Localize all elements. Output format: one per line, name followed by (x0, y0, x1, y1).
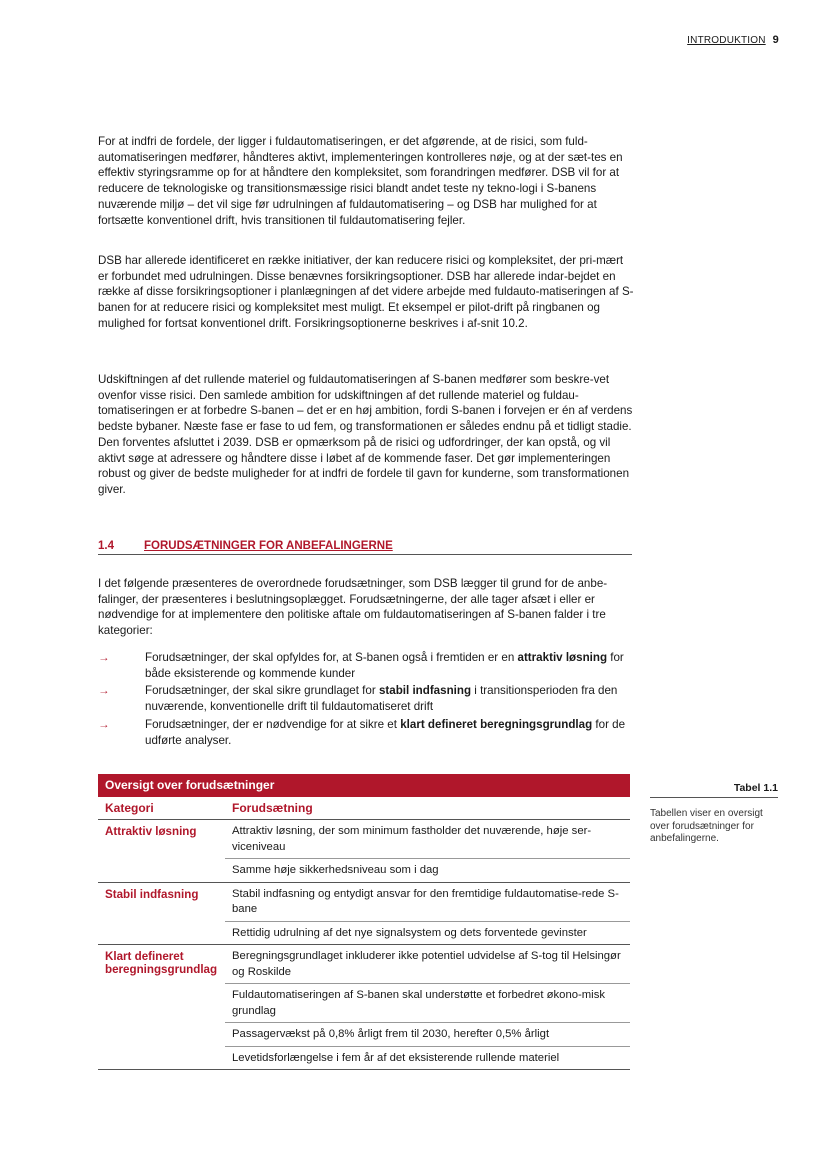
section-title: FORUDSÆTNINGER FOR ANBEFALINGERNE (144, 540, 393, 552)
table-group-stabil (98, 883, 630, 946)
table-row: Levetidsforlængelse i fem år af det eksisterende rullende materiel (232, 1051, 560, 1064)
list-item: → Forudsætninger, der skal opfyldes for, at S-banen også i fremtiden er en attraktiv løsning for både eksisterende og kommende kunder (98, 651, 624, 680)
table-label: Tabel 1.1 (650, 782, 778, 798)
table-row: Fuldautomatiseringen af S-banen skal understøtte et forbedret økono-misk grundlag (225, 984, 630, 1023)
table-row: Samme høje sikkerhedsniveau som i dag (232, 864, 439, 876)
section-heading (98, 540, 632, 555)
table-title: Oversigt over forudsætninger (98, 774, 630, 797)
list-item: → Forudsætninger, der skal sikre grundlaget for stabil indfasning i transitionsperioden fra den nuværende, konventionelle drift til fuldautomatiseret drift (98, 684, 618, 714)
page-number: 9 (772, 34, 779, 46)
arrow-right-icon: → (98, 651, 110, 664)
table-row: Attraktiv løsning, der som minimum fastholder det nuværende, høje ser-viceniveau (225, 820, 630, 859)
table-row: Beregningsgrundlaget inkluderer ikke potentiel udvidelse af S-tog til Helsingør og Roskilde (225, 945, 630, 984)
table-row: Rettidig udrulning af det nye signalsystem og dets forventede gevinster (232, 926, 587, 939)
table-row: Stabil indfasning og entydigt ansvar for den fremtidige fuldautomatise-rede S-bane (225, 883, 630, 922)
category-label: Klart defineret beregningsgrundlag (105, 950, 218, 976)
header-kategori: Kategori (105, 801, 154, 815)
table-header-row (98, 797, 630, 820)
paragraph-2: DSB har allerede identificeret en række initiativer, der kan reducere risici og kompleksitet, der pri-mært er forbundet med udrulningen. Disse benævnes forsikringsoptioner. DSB har allerede indar-bejdet en række af disse forsikringsoptioner i planlægningen af det videre arbejde med fuldauto-matiseringen af S-banen for at reducere risici og kompleksitet mest muligt. Et eksempel er pilot-drift på ringbanen og mulighed for fortsat konventionel drift. Forsikringsoptionerne beskrives i af-snit 10.2. (98, 254, 634, 330)
table-caption (650, 782, 778, 846)
table-group-attraktiv (98, 820, 630, 883)
category-list (98, 650, 634, 750)
table-group-beregning (98, 945, 630, 1070)
category-label: Attraktiv løsning (105, 825, 197, 838)
header-section-name: INTRODUKTION (687, 35, 766, 46)
header-forudsaetning: Forudsætning (232, 801, 313, 815)
list-item: → Forudsætninger, der er nødvendige for at sikre et klart defineret beregningsgrundlag for de udførte analyser. (98, 717, 626, 747)
table-row: Passagervækst på 0,8% årligt frem til 2030, herefter 0,5% årligt (225, 1023, 630, 1047)
section-number: 1.4 (98, 540, 114, 552)
arrow-right-icon: → (98, 717, 110, 731)
paragraph-1: For at indfri de fordele, der ligger i fuldautomatiseringen, er det afgørende, at de risici, som fuld-automatiseringen medfører, håndteres aktivt, implementeringen kontrolleres nøje, og at der sæt-tes en effektiv styringsramme op for at håndtere den kompleksitet, som forandringen medfører. DSB vil for at reducere de teknologiske og transitionsmæssige risici blandt andet teste ny tekno-logi i S-banens nuværende miljø – det vil sige før udrulningen af fuldautomatisering – og DSB har mulighed for at fortsætte konventionel drift, hvis transitionen til fuldautomatisering fejler. (98, 135, 623, 227)
category-label: Stabil indfasning (105, 887, 199, 901)
assumptions-table (98, 774, 630, 1070)
paragraph-4: I det følgende præsenteres de overordnede forudsætninger, som DSB lægger til grund for de anbe-falinger, der præsenteres i beslutningsoplægget. Forudsætningerne, der alle tager afsæt i eller er nødvendige for at implementere den politiske aftale om fuldautomatiseringen af S-banen falder i tre kategorier: (98, 577, 608, 638)
paragraph-3: Udskiftningen af det rullende materiel og fuldautomatiseringen af S-banen medfører som beskre-vet ovenfor visse risici. Den samlede ambition for udskiftningen af det rullende materiel og fuldau-tomatiseringen er at forbedre S-banen – det er en høj ambition, fordi S-banen i forvejen er én af verdens bedste bybaner. Næste fase er fase to ud fem, og transformationen er således endnu på et tidligt stadie. Den forventes afsluttet i 2039. DSB er opmærksom på de risici og udfordringer, der kan opstå, og vil aktivt søge at adressere og håndtere disse i løbet af de kommende faser. Det gør implementeringen robust og giver de bedste muligheder for at indfri de fordele til gavn for kunderne, som transformationen giver. (98, 373, 633, 496)
arrow-right-icon: → (98, 684, 110, 698)
running-header (687, 34, 779, 46)
table-description: Tabellen viser en oversigt over forudsætninger for anbefalingerne. (650, 808, 763, 844)
